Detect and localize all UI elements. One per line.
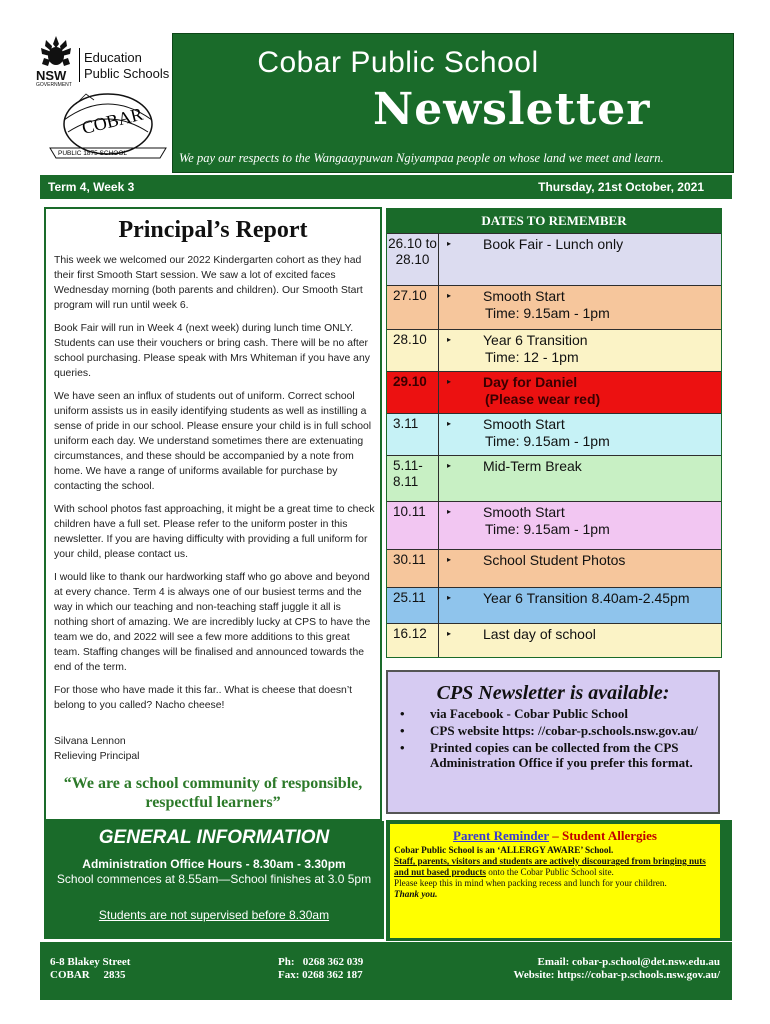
bullet-icon: ▸	[447, 335, 452, 344]
signature-name: Silvana Lennon	[54, 736, 126, 747]
general-information-title: GENERAL INFORMATION	[98, 827, 330, 848]
signature	[54, 734, 139, 764]
event-cell	[483, 416, 610, 450]
event-title: Mid-Term Break	[483, 458, 582, 474]
bullet-icon: ▸	[447, 507, 452, 516]
allergy-discourage-emphasis: Staff, parents, visitors and students are actively discouraged from bringing nuts and nut based products	[394, 856, 706, 877]
address-street: 6-8 Blakey Street	[50, 956, 131, 968]
bullet-icon: ▸	[447, 461, 452, 470]
phone-number: Ph: 0268 362 039	[278, 956, 364, 968]
event-title: Smooth Start	[483, 504, 565, 520]
footer	[40, 942, 732, 1000]
dates-row	[387, 623, 721, 657]
list-item: • via Facebook - Cobar Public School	[400, 706, 718, 721]
website-link[interactable]: Website: https://cobar-p.schools.nsw.gov.au/	[513, 969, 720, 981]
allergy-thanks: Thank you.	[394, 889, 438, 899]
date-cell: 3.11	[387, 414, 439, 455]
bullet-icon: ▸	[447, 593, 452, 602]
dates-row	[387, 329, 721, 371]
event-detail: Time: 9.15am - 1pm	[485, 305, 610, 321]
event-cell	[483, 458, 582, 475]
dates-row	[387, 549, 721, 587]
bullet-icon: ▸	[447, 419, 452, 428]
nsw-label: NSW	[36, 68, 67, 83]
event-cell	[483, 236, 623, 253]
event-detail: Time: 12 - 1pm	[485, 349, 579, 365]
event-title: Smooth Start	[483, 416, 565, 432]
event-cell	[483, 504, 610, 538]
dates-row	[387, 587, 721, 623]
dates-row	[387, 501, 721, 549]
newsletter-title: Newsletter	[373, 84, 651, 135]
event-cell	[483, 374, 600, 408]
logo-area	[32, 30, 174, 170]
school-times: School commences at 8.55am—School finishes at 3.0 5pm	[56, 872, 372, 886]
report-paragraph: I would like to thank our hardworking staff who go above and beyond at every chance. Term 4 is always one of our busiest terms and the way in which our teaching and non-teaching staff juggle it all is nothing short of amazing. We are incredibly lucky at CPS to have the team we do, and 2022 will see a few more additions to this great team. Staffing changes will be finalised and announced towards the end of the term.	[54, 572, 371, 673]
event-cell	[483, 590, 690, 607]
date-cell: 26.10 to 28.10	[387, 234, 439, 285]
svg-text:COBAR: COBAR	[79, 103, 145, 139]
report-paragraph: For those who have made it this far.. What is cheese that doesn’t belong to you called? Nacho cheese!	[54, 685, 353, 711]
office-hours: Administration Office Hours - 8.30am - 3.30pm	[82, 857, 346, 871]
acknowledgement-text: We pay our respects to the Wangaaypuwan Ngiyampaa people on whose land we meet and learn.	[179, 151, 664, 165]
public-schools-label: Public Schools	[84, 66, 170, 81]
report-paragraph: With school photos fast approaching, it might be a great time to check children have a full set. Please refer to the uniform poster in this newsletter. If you are having difficulty with providing a full uniform for your child, please contact us.	[54, 504, 375, 560]
availability-title: CPS Newsletter is available:	[436, 682, 670, 704]
allergy-reminder	[386, 820, 732, 941]
allergy-discourage-line	[394, 856, 718, 878]
school-motto-quote: “We are a school community of responsible, respectful learners”	[63, 775, 363, 811]
svg-text:PUBLIC 1875 SCHOOL: PUBLIC 1875 SCHOOL	[58, 150, 128, 157]
bullet-icon: ▸	[447, 239, 452, 248]
date-cell: 25.11	[387, 588, 439, 623]
date-cell: 30.11	[387, 550, 439, 587]
principal-report-title: Principal’s Report	[118, 217, 308, 243]
bullet-icon: ▸	[447, 291, 452, 300]
term-week-label: Term 4, Week 3	[48, 180, 135, 194]
dates-table	[386, 208, 722, 658]
availability-list	[400, 706, 718, 772]
date-cell: 27.10	[387, 286, 439, 329]
allergy-discourage-rest: onto the Cobar Public School site.	[486, 867, 614, 877]
dates-row	[387, 371, 721, 413]
email-link[interactable]: Email: cobar-p.school@det.nsw.edu.au	[537, 956, 720, 968]
principal-report-body	[54, 253, 376, 721]
footer-contact	[514, 956, 720, 982]
report-paragraph: Book Fair will run in Week 4 (next week) during lunch time ONLY. Students can use their vouchers or bring cash. There will be no after school purchasing. Please speak with Mrs Whiteman if you have any queries.	[54, 323, 370, 379]
parent-reminder-label: Parent Reminder	[453, 828, 549, 843]
event-title: Year 6 Transition 8.40am-2.45pm	[483, 590, 690, 606]
event-cell	[483, 626, 596, 643]
date-cell: 29.10	[387, 372, 439, 413]
allergy-title	[390, 828, 720, 844]
allergy-aware-line: Cobar Public School is an ‘ALLERGY AWARE’ School.	[394, 845, 614, 855]
event-title: Smooth Start	[483, 288, 565, 304]
logo-divider	[79, 48, 80, 82]
list-item: • CPS website https: //cobar-p.schools.nsw.gov.au/	[400, 723, 718, 738]
general-information	[44, 821, 384, 939]
date-cell: 16.12	[387, 624, 439, 657]
bullet-icon: ▸	[447, 555, 452, 564]
dates-table-body	[387, 233, 721, 657]
government-label: GOVERNMENT	[36, 82, 72, 88]
event-cell	[483, 288, 610, 322]
event-title: Last day of school	[483, 626, 596, 642]
term-bar	[40, 175, 732, 199]
dates-row	[387, 413, 721, 455]
fax-number: Fax: 0268 362 187	[278, 969, 363, 981]
list-item: • Printed copies can be collected from the CPS Administration Office if you prefer this format.	[400, 740, 718, 770]
student-allergies-label: Student Allergies	[561, 828, 657, 843]
report-paragraph: This week we welcomed our 2022 Kindergarten cohort as they had their first Smooth Start session. We saw a lot of excited faces Wednesday morning (both parents and children). Our Smooth Start program will run until week 6.	[54, 255, 363, 311]
newsletter-availability	[386, 670, 720, 814]
school-title: Cobar Public School	[257, 46, 539, 79]
supervision-note: Students are not supervised before 8.30am	[98, 908, 330, 922]
dates-row	[387, 233, 721, 285]
bullet-icon: ▸	[447, 377, 452, 386]
footer-phone	[278, 956, 363, 982]
event-detail: Time: 9.15am - 1pm	[485, 521, 610, 537]
footer-address	[50, 956, 130, 982]
education-label: Education	[84, 50, 142, 65]
event-cell	[483, 332, 588, 366]
date-cell: 28.10	[387, 330, 439, 371]
signature-role: Relieving Principal	[54, 751, 140, 762]
dates-row	[387, 455, 721, 501]
event-cell	[483, 552, 625, 569]
bullet-icon: ▸	[447, 629, 452, 638]
masthead	[172, 33, 734, 173]
event-detail: (Please wear red)	[485, 391, 601, 407]
allergy-body	[394, 845, 718, 900]
address-town: COBAR 2835	[50, 969, 126, 981]
principal-report	[44, 207, 382, 821]
date-cell: 10.11	[387, 502, 439, 549]
event-detail: Time: 9.15am - 1pm	[485, 433, 610, 449]
school-crest-icon	[46, 84, 170, 168]
report-paragraph: We have seen an influx of students out of uniform. Correct school uniform assists us in easily identifying students as well as instilling a sense of pride in our school. Please ensure your child is in full school uniform each day. We understand sometimes there are extenuating circumstances, and these should be accompanied by a note from home. We have a range of uniforms available for purchase by contacting the school.	[54, 391, 372, 492]
allergy-panel	[390, 824, 720, 938]
allergy-packing-line: Please keep this in mind when packing recess and lunch for your children.	[394, 878, 667, 888]
date-cell: 5.11- 8.11	[387, 456, 439, 501]
dates-row	[387, 285, 721, 329]
event-title: Book Fair - Lunch only	[483, 236, 624, 252]
dates-table-title: DATES TO REMEMBER	[481, 213, 627, 228]
issue-date: Thursday, 21st October, 2021	[538, 180, 704, 194]
event-title: School Student Photos	[483, 552, 626, 568]
event-title: Year 6 Transition	[483, 332, 588, 348]
title-separator: –	[548, 828, 562, 843]
event-title: Day for Daniel	[483, 374, 578, 390]
